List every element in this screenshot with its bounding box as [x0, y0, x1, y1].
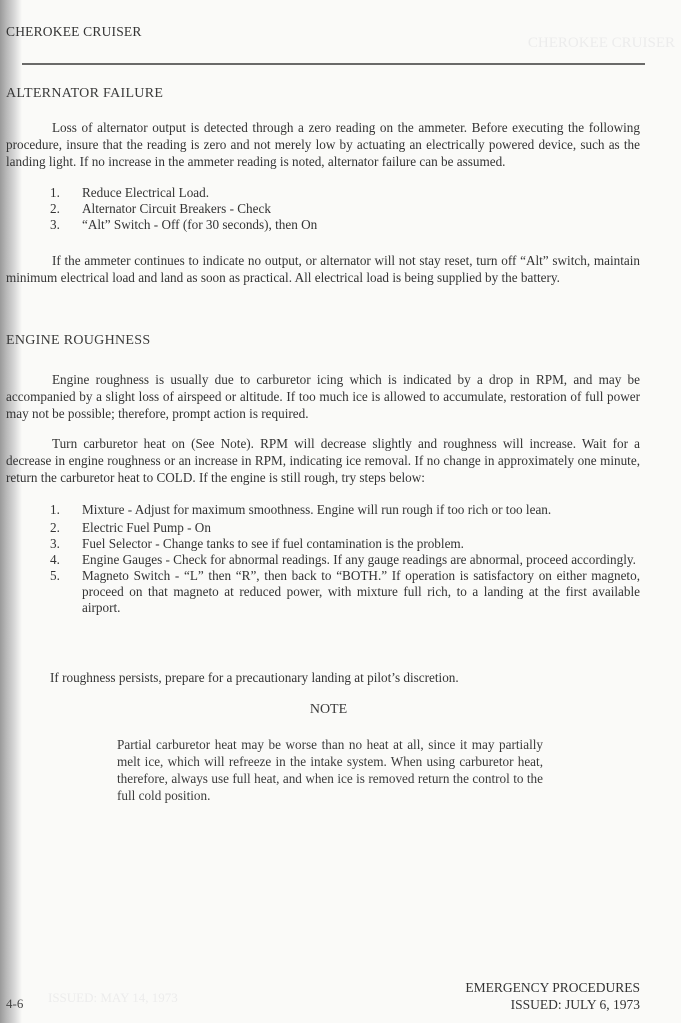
- step-text: Reduce Electrical Load.: [82, 185, 210, 200]
- step-text: Electric Fuel Pump - On: [82, 520, 211, 535]
- footer-info: [465, 979, 640, 1013]
- alternator-closing-text: If the ammeter continues to indicate no output, or alternator will not stay reset, turn off “Alt” switch, maintain minimum electrical load and land as soon as practical. All electrical load is being supplied by the battery.: [6, 253, 640, 285]
- step-number: 1.: [50, 185, 60, 200]
- alternator-closing-paragraph: [6, 252, 640, 286]
- step-number: 3.: [50, 217, 60, 232]
- step-text: “Alt” Switch - Off (for 30 seconds), then On: [82, 217, 318, 232]
- section-heading-engine-roughness: ENGINE ROUGHNESS: [6, 333, 151, 348]
- engine-closing-paragraph: If roughness persists, prepare for a precautionary landing at pilot’s discretion.: [50, 670, 459, 685]
- step-number: 2.: [50, 520, 60, 535]
- engine-intro-text: Engine roughness is usually due to carburetor icing which is indicated by a drop in RPM, and may be accompanied by a slight loss of airspeed or altitude. If too much ice is allowed to accumulate, restoration of full power may not be possible; therefore, prompt action is required.: [6, 372, 640, 421]
- step-number: 5.: [50, 568, 60, 583]
- step-number: 1.: [50, 502, 60, 517]
- list-item: [50, 536, 640, 552]
- list-item: [50, 552, 640, 568]
- note-title: [0, 702, 681, 718]
- engine-intro-paragraph: [6, 371, 640, 422]
- page-number: 4-6: [6, 996, 24, 1011]
- step-text: Engine Gauges - Check for abnormal readings. If any gauge readings are abnormal, proceed accordingly.: [82, 552, 636, 567]
- step-text: Fuel Selector - Change tanks to see if fuel contamination is the problem.: [82, 536, 464, 551]
- list-item: [50, 520, 640, 536]
- step-text: Alternator Circuit Breakers - Check: [82, 201, 271, 216]
- section-heading-alternator-failure: ALTERNATOR FAILURE: [6, 86, 164, 101]
- engine-steps-list: [50, 502, 640, 616]
- engine-carb-heat-paragraph: [6, 435, 640, 486]
- bleed-through-footer: ISSUED: MAY 14, 1973: [48, 990, 178, 1005]
- alternator-steps-list: [50, 185, 640, 233]
- list-item: [50, 217, 640, 233]
- step-text: Magneto Switch - “L” then “R”, then back to “BOTH.” If operation is satisfactory on either magneto, proceed on that magneto at reduced power, with mixture full rich, to a landing at the first available airport.: [82, 568, 640, 615]
- alternator-intro-text: Loss of alternator output is detected through a zero reading on the ammeter. Before executing the following procedure, insure that the reading is zero and not merely low by actuating an electrically powered device, such as the landing light. If no increase in the ammeter reading is noted, alternator failure can be assumed.: [6, 120, 640, 169]
- step-number: 2.: [50, 201, 60, 216]
- step-text: Mixture - Adjust for maximum smoothness. Engine will run rough if too rich or too lean.: [82, 502, 552, 517]
- bleed-through-header: CHEROKEE CRUISER: [527, 35, 675, 51]
- footer-section-title: EMERGENCY PROCEDURES: [465, 980, 640, 995]
- step-number: 4.: [50, 552, 60, 567]
- engine-carb-heat-text: Turn carburetor heat on (See Note). RPM will decrease slightly and roughness will increase. Wait for a decrease in engine roughness or an increase in RPM, indicating ice removal. If no change in approximately one minute, return the carburetor heat to COLD. If the engine is still rough, try steps below:: [6, 436, 640, 485]
- alternator-intro-paragraph: [6, 119, 640, 170]
- list-item: [50, 502, 640, 518]
- list-item: [50, 185, 640, 201]
- note-title-text: NOTE: [309, 702, 348, 717]
- list-item: [50, 568, 640, 616]
- list-item: [50, 201, 640, 217]
- header-rule: [22, 63, 645, 65]
- step-number: 3.: [50, 536, 60, 551]
- running-header-title: CHEROKEE CRUISER: [6, 24, 142, 39]
- footer-issued-date: ISSUED: JULY 6, 1973: [510, 997, 640, 1012]
- note-body: Partial carburetor heat may be worse than no heat at all, since it may partially melt ice, which will refreeze in the intake system. When using carburetor heat, therefore, always use full heat, and when ice is removed return the control to the full cold position.: [117, 737, 543, 803]
